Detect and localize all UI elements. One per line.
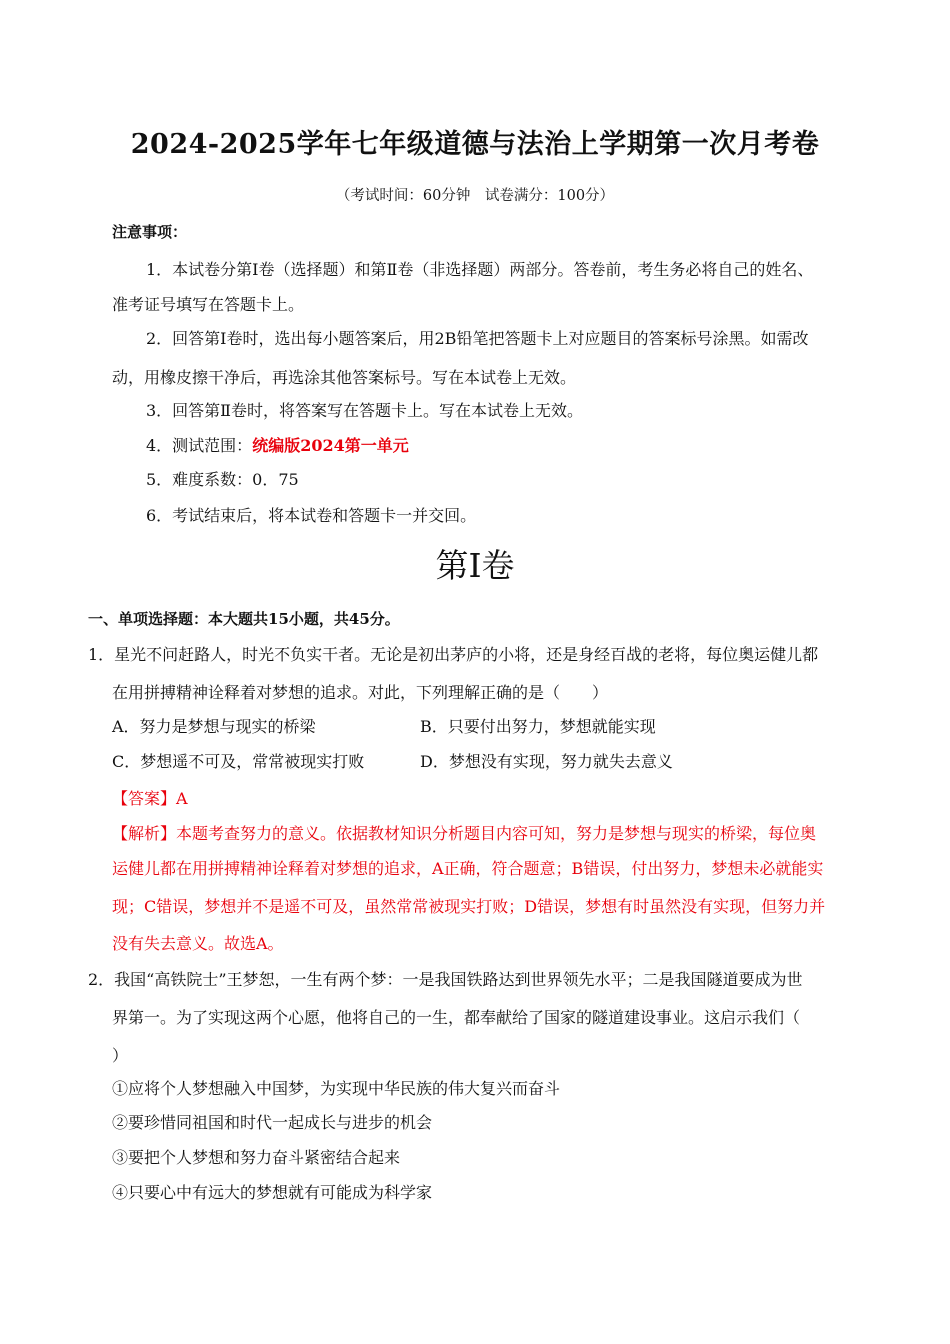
q1-analysis-line4: 没有失去意义。故选A。	[112, 934, 284, 953]
q2-stem-line3: ）	[112, 1046, 129, 1065]
q2-statement-1: ①应将个人梦想融入中国梦，为实现中华民族的伟大复兴而奋斗	[112, 1079, 561, 1098]
q1-stem-line2: 在用拼搏精神诠释着对梦想的追求。对此，下列理解正确的是（ ）	[112, 683, 609, 702]
q1-analysis-line1: 【解析】本题考查努力的意义。依据教材知识分析题目内容可知，努力是梦想与现实的桥梁，每位奥	[112, 824, 817, 843]
notice-item-2-line1: 2．回答第Ⅰ卷时，选出每小题答案后，用2B铅笔把答题卡上对应题目的答案标号涂黑。如需改	[146, 329, 809, 348]
q1-option-b: B．只要付出努力，梦想就能实现	[420, 717, 656, 736]
exam-subtitle: （考试时间：60分钟 试卷满分：100分）	[335, 188, 615, 204]
exam-title: 2024-2025学年七年级道德与法治上学期第一次月考卷	[130, 129, 820, 160]
q1-analysis-line2: 运健儿都在用拼搏精神诠释着对梦想的追求，A正确，符合题意；B错误，付出努力，梦想未必就能实	[112, 859, 824, 878]
notice-item-1-line1: 1．本试卷分第Ⅰ卷（选择题）和第Ⅱ卷（非选择题）两部分。答卷前，考生务必将自己的姓名、	[146, 260, 814, 279]
q2-statement-4: ④只要心中有远大的梦想就有可能成为科学家	[112, 1183, 433, 1202]
notice-item-5: 5．难度系数：0．75	[146, 470, 299, 489]
volume-title: 第Ⅰ卷	[435, 546, 515, 585]
notice-item-6: 6．考试结束后，将本试卷和答题卡一并交回。	[146, 506, 477, 525]
q2-statement-2: ②要珍惜同祖国和时代一起成长与进步的机会	[112, 1113, 433, 1132]
q2-statement-3: ③要把个人梦想和努力奋斗紧密结合起来	[112, 1148, 401, 1167]
notice-item-2-line2: 动，用橡皮擦干净后，再选涂其他答案标号。写在本试卷上无效。	[112, 368, 577, 387]
q1-answer: 【答案】A	[112, 789, 188, 808]
q2-stem-line2: 界第一。为了实现这两个心愿，他将自己的一生，都奉献给了国家的隧道建设事业。这启示我们（	[112, 1008, 801, 1027]
q1-option-d: D．梦想没有实现，努力就失去意义	[420, 752, 673, 771]
q1-option-c: C．梦想遥不可及，常常被现实打败	[112, 752, 365, 771]
notice-heading: 注意事项：	[112, 223, 188, 241]
q2-stem-line1: 2．我国“高铁院士”王梦恕，一生有两个梦：一是我国铁路达到世界领先水平；二是我国隧道要成为世	[88, 970, 803, 989]
test-scope-highlight: 统编版2024第一单元	[252, 436, 409, 455]
notice-item-1-line2: 准考证号填写在答题卡上。	[112, 295, 305, 314]
q1-option-a: A．努力是梦想与现实的桥梁	[112, 717, 316, 736]
notice-item-4	[146, 433, 409, 456]
q1-stem-line1: 1．星光不问赶路人，时光不负实干者。无论是初出茅庐的小将，还是身经百战的老将，每位奥运健儿都	[88, 645, 819, 664]
notice-item-3: 3．回答第Ⅱ卷时，将答案写在答题卡上。写在本试卷上无效。	[146, 401, 584, 420]
section-heading: 一、单项选择题：本大题共15小题，共45分。	[88, 610, 400, 628]
q1-analysis-line3: 现；C错误，梦想并不是遥不可及，虽然常常被现实打败；D错误，梦想有时虽然没有实现，但努力并	[112, 897, 826, 916]
notice-item-4-prefix: 4．测试范围：	[146, 436, 253, 455]
